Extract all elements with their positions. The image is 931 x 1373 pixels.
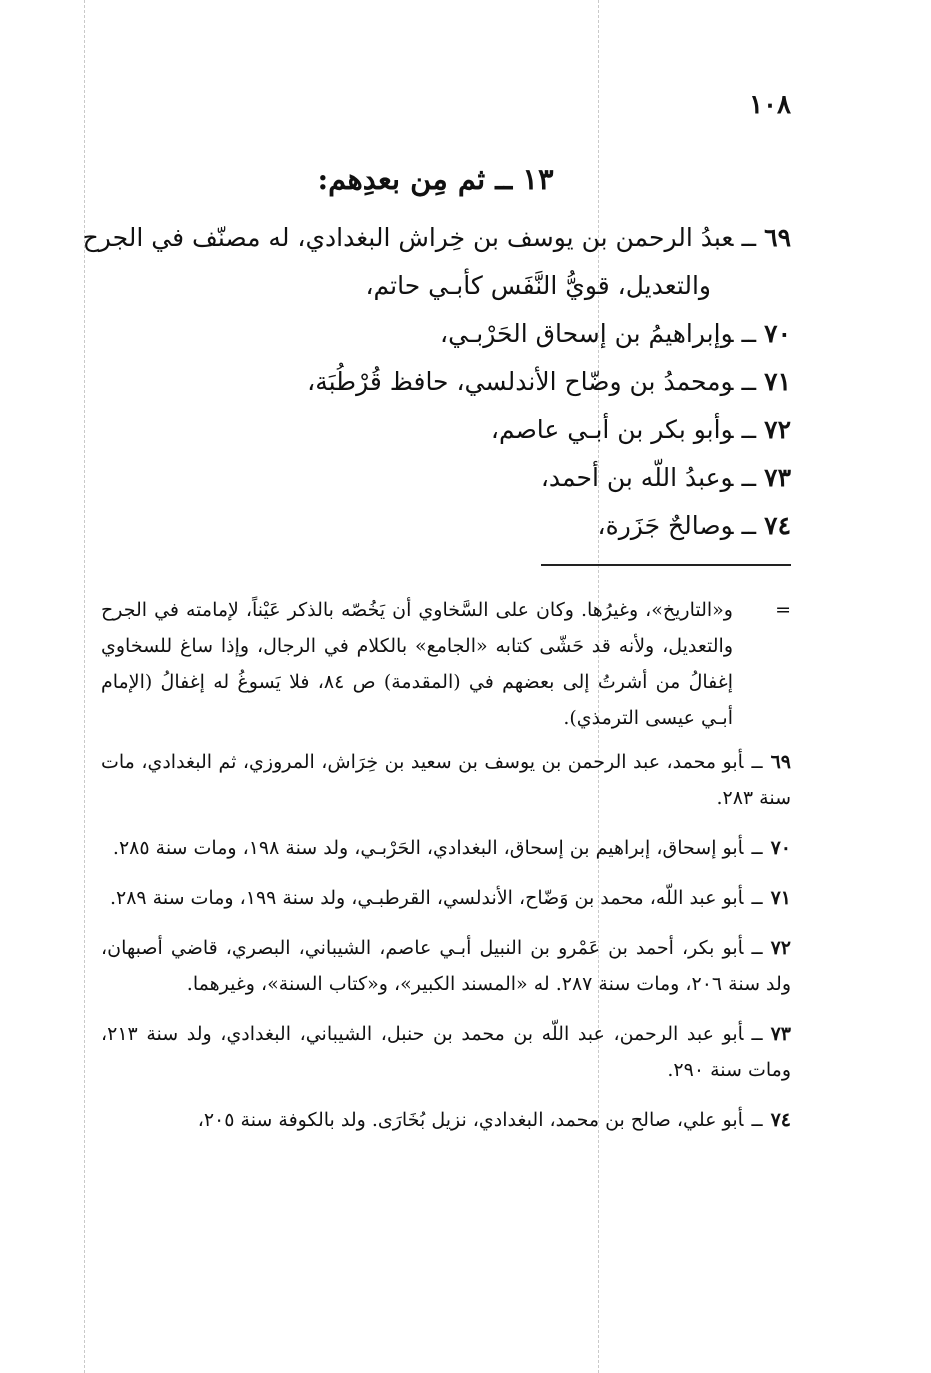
footnote [101,1102,791,1138]
footnote-number: ٧٤ [770,1109,791,1131]
footnote-dash: ــ [751,1023,763,1045]
footnote [101,1016,791,1088]
entry-dash: ــ [741,463,757,492]
footnote-dash: ــ [751,837,763,859]
entry-continuation: والتعديل، قويُّ النَّفَس كأبـي حاتم، [365,271,711,300]
footnote-continuation [101,592,791,736]
main-entry [81,310,791,358]
footnote-dash: ــ [751,937,763,959]
footnote [101,744,791,816]
section-heading: ١٣ ــ ثم مِن بعدِهم: [317,162,554,196]
footnote-text: أبو بكر، أحمد بن عَمْرو بن النبيل أبـي عاصم، الشيباني، البصري، قاضي أصبهان، ولد سنة ٢٠٦، ومات سنة ٢٨٧. له «المسند الكبير»، و«كتاب السنة»، وغيرهما. [101,937,791,995]
entry-number: ٦٩ [764,223,791,252]
scan-fold-line [84,0,85,1373]
footnote-text: و«التاريخ»، وغيرُها. وكان على السَّخاوي أن يَخُصّه بالذكر عَيْناً، لإمامته في الجرح والتعديل، ولأنه قد حَشّى كتابه «الجامع» بالكلام في الرجال، وإذا ساغ للسخاوي إغفالُ من أشرتُ إلى بعضهم في (المقدمة) ص ٨٤، فلا يَسوغُ له إغفالُ (الإمام أبـي عيسى الترمذي). [101,599,733,729]
footnote-text: أبو إسحاق، إبراهيم بن إسحاق، البغدادي، الحَرْبـي، ولد سنة ١٩٨، ومات سنة ٢٨٥. [112,837,744,859]
footnote [101,830,791,866]
entry-number: ٧١ [764,367,791,396]
footnote-dash: ــ [751,887,763,909]
footnote [101,930,791,1002]
footnote-text: أبو علي، صالح بن محمد، البغدادي، نزيل بُخَارَى. ولد بالكوفة سنة ٢٠٥، [197,1109,744,1131]
footnote-number: ٧٢ [770,937,791,959]
footnote [101,880,791,916]
footnote-text: أبو عبد اللّه، محمد بن وَضّاح، الأندلسي، القرطبـي، ولد سنة ١٩٩، ومات سنة ٢٨٩. [109,887,744,909]
footnotes-list [101,592,791,1152]
entry-dash: ــ [741,223,757,252]
main-entry [81,358,791,406]
entry-text: وإبراهيمُ بن إسحاق الحَرْبـي، [440,319,734,348]
footnote-dash: ــ [751,751,763,773]
footnote-dash: ــ [751,1109,763,1131]
footnote-separator [541,564,791,566]
entry-text: وأبو بكر بن أبـي عاصم، [490,415,734,444]
footnote-number: ٧٠ [770,837,791,859]
entry-text: وعبدُ اللّه بن أحمد، [540,463,734,492]
entry-dash: ــ [741,511,757,540]
footnote-text: أبو عبد الرحمن، عبد اللّه بن محمد بن حنبل، الشيباني، البغدادي، ولد سنة ٢١٣، ومات سنة ٢٩٠. [101,1023,791,1081]
entry-dash: ــ [741,415,757,444]
main-entries-list [81,214,791,550]
entry-text: وصالحٌ جَزَرة، [597,511,734,540]
footnote-number: ٧٣ [770,1023,791,1045]
entry-number: ٧٣ [764,463,791,492]
footnote-text: أبو محمد، عبد الرحمن بن يوسف بن سعيد بن خِرَاش، المروزي، ثم البغدادي، مات سنة ٢٨٣. [101,751,791,809]
entry-text: ومحمدُ بن وضّاح الأندلسي، حافظ قُرْطُبَة، [307,367,734,396]
page-number: ١٠٨ [749,90,791,120]
continuation-mark: = [775,599,791,621]
main-entry [81,502,791,550]
main-entry [81,454,791,502]
main-entry [81,406,791,454]
entry-dash: ــ [741,367,757,396]
entry-number: ٧٠ [764,319,791,348]
footnote-number: ٧١ [770,887,791,909]
main-entry [81,214,791,310]
entry-dash: ــ [741,319,757,348]
footnote-number: ٦٩ [770,751,791,773]
entry-number: ٧٢ [764,415,791,444]
entry-text: عبدُ الرحمن بن يوسف بن خِراش البغدادي، له مصنّف في الجرح [82,223,734,252]
entry-number: ٧٤ [764,511,791,540]
